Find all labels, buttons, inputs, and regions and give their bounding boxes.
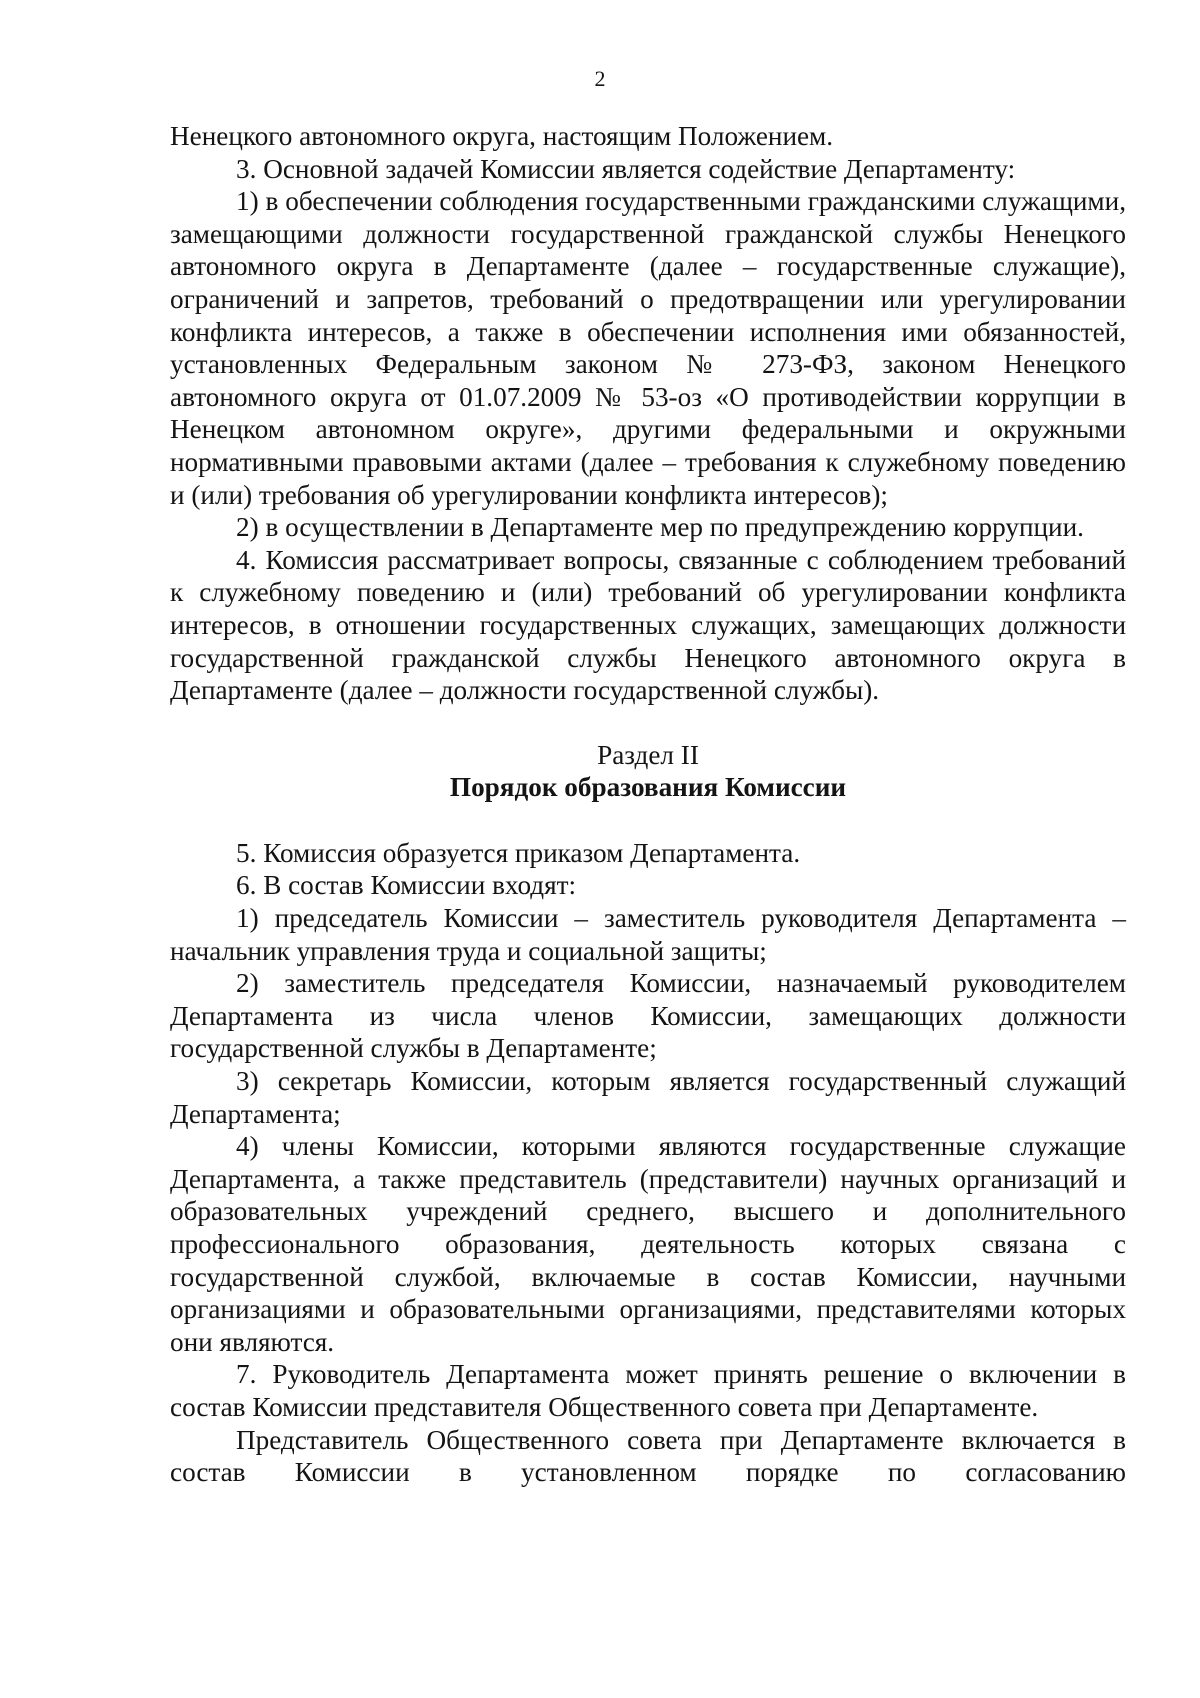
paragraphs-before-section <box>170 120 1126 707</box>
paragraph: 2) в осуществлении в Департаменте мер по предупреждению коррупции. <box>236 512 1084 543</box>
paragraph: 5. Комиссия образуется приказом Департамента. <box>236 837 801 868</box>
document-body <box>170 120 1126 1489</box>
paragraph: Представитель Общественного совета при Департаменте включается в состав Комиссии в установленном порядке по согласованию <box>170 1424 1126 1488</box>
section-label: Раздел II <box>597 739 699 770</box>
paragraph: 1) председатель Комиссии – заместитель руководителя Департамента – начальник управления труда и социальной защиты; <box>170 903 1126 966</box>
paragraph: 1) в обеспечении соблюдения государственными гражданскими служащими, замещающими должности государственной гражданской службы Ненецкого автономного округа в Департаменте (далее – государственные служащие), ограничений и запретов, требований о предотвращении или урегулировании конфликта интересов, а также в обеспечении исполнения ими обязанностей, установленных Федеральным законом № 273-ФЗ, законом Ненецкого автономного округа от 01.07.2009 № 53-оз «О противодействии коррупции в Ненецком автономном округе», другими федеральными и окружными нормативными правовыми актами (далее – требования к служебному поведению и (или) требования об урегулировании конфликта интересов); <box>170 186 1126 510</box>
page-number: 2 <box>594 66 606 91</box>
paragraph: 4) члены Комиссии, которыми являются государственные служащие Департамента, а также представитель (представители) научных организаций и образовательных учреждений среднего, высшего и дополнительного профессионального образования, деятельность которых связана с государственной службой, включаемые в состав Комиссии, научными организациями и образовательными организациями, представителями которых они являются. <box>170 1131 1126 1357</box>
paragraph: 7. Руководитель Департамента может принять решение о включении в состав Комиссии представителя Общественного совета при Департаменте. <box>170 1359 1126 1422</box>
paragraph: 3) секретарь Комиссии, которым является государственный служащий Департамента; <box>170 1066 1126 1129</box>
paragraph: 2) заместитель председателя Комиссии, назначаемый руководителем Департамента из числа членов Комиссии, замещающих должности государственной службы в Департаменте; <box>170 968 1126 1064</box>
paragraph: 4. Комиссия рассматривает вопросы, связанные с соблюдением требований к служебному поведению и (или) требований об урегулировании конфликта интересов, в отношении государственных служащих, замещающих должности государственной гражданской службы Ненецкого автономного округа в Департаменте (далее – должности государственной службы). <box>170 544 1126 706</box>
paragraph: 3. Основной задачей Комиссии является содействие Департаменту: <box>236 153 1016 184</box>
paragraph: 6. В состав Комиссии входят: <box>236 870 577 901</box>
section-title: Порядок образования Комиссии <box>449 772 847 803</box>
paragraphs-after-section <box>170 837 1126 1489</box>
section-heading <box>170 739 1126 804</box>
paragraph: Ненецкого автономного округа, настоящим Положением. <box>170 121 834 151</box>
